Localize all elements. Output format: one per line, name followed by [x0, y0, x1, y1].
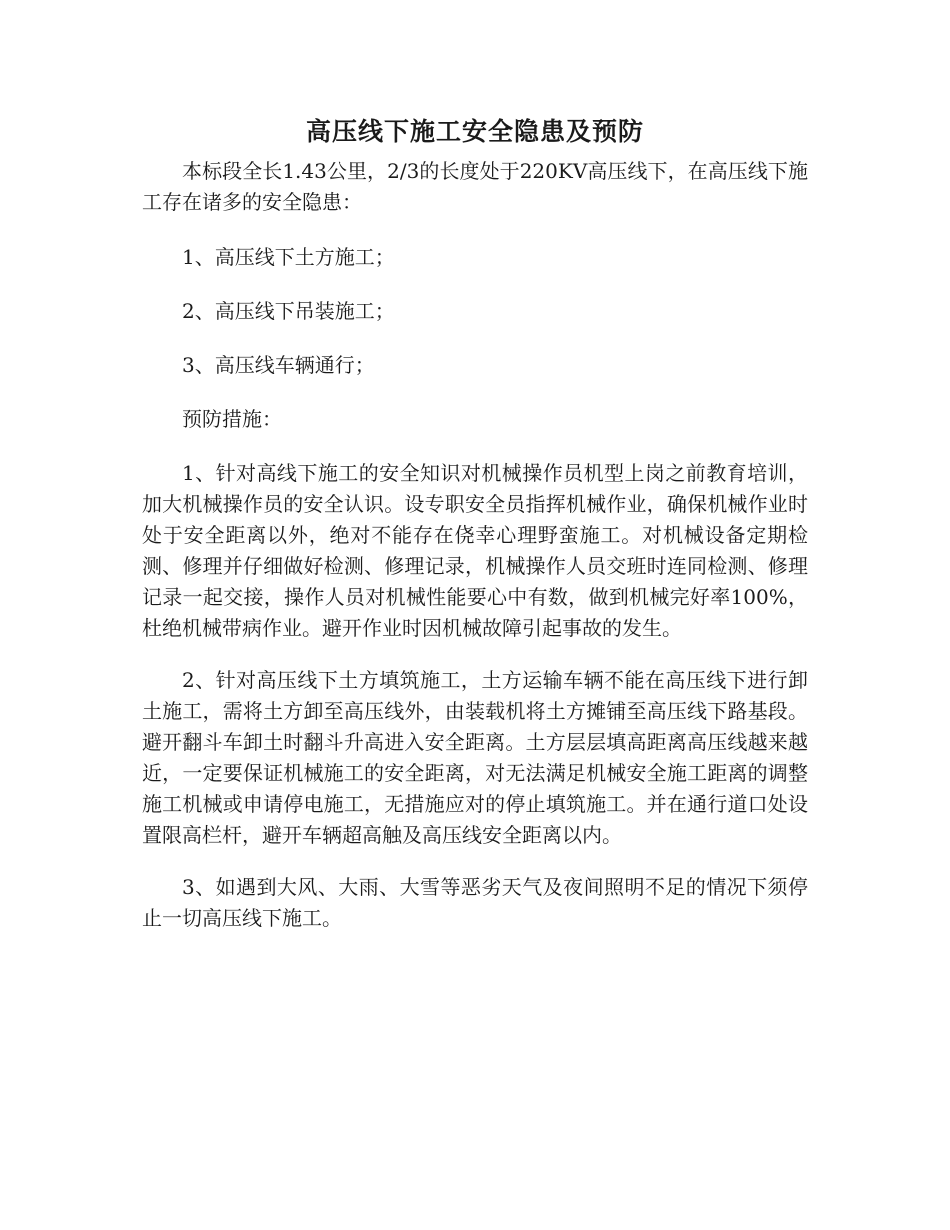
measure-item-1: 1、针对高线下施工的安全知识对机械操作员机型上岗之前教育培训，加大机械操作员的安全认识。设专职安全员指挥机械作业，确保机械作业时处于安全距离以外，绝对不能存在侥幸心理野蛮施工。对机械设备定期检测、修理并仔细做好检测、修理记录，机械操作人员交班时连同检测、修理记录一起交接，操作人员对机械性能要心中有数，做到机械完好率100%，杜绝机械带病作业。避开作业时因机械故障引起事故的发生。	[142, 461, 808, 640]
hazard-item-1: 1、高压线下土方施工；	[182, 245, 395, 269]
measure-item-3: 3、如遇到大风、大雨、大雪等恶劣天气及夜间照明不足的情况下须停止一切高压线下施工。	[142, 875, 808, 930]
intro-paragraph: 本标段全长1.43公里，2/3的长度处于220KV高压线下，在高压线下施工存在诸多的安全隐患：	[142, 159, 808, 214]
hazard-item-3: 3、高压线车辆通行；	[182, 353, 375, 377]
hazard-item-2: 2、高压线下吊装施工；	[182, 299, 395, 323]
document-title: 高压线下施工安全隐患及预防	[305, 117, 644, 146]
measures-heading: 预防措施：	[182, 407, 282, 431]
document-page	[142, 110, 808, 955]
measure-item-2: 2、针对高压线下土方填筑施工，土方运输车辆不能在高压线下进行卸土施工，需将土方卸至高压线外，由装载机将土方摊铺至高压线下路基段。避开翻斗车卸土时翻斗升高进入安全距离。土方层层填高距离高压线越来越近，一定要保证机械施工的安全距离，对无法满足机械安全施工距离的调整施工机械或申请停电施工，无措施应对的停止填筑施工。并在通行道口处设置限高栏杆，避开车辆超高触及高压线安全距离以内。	[142, 668, 808, 847]
